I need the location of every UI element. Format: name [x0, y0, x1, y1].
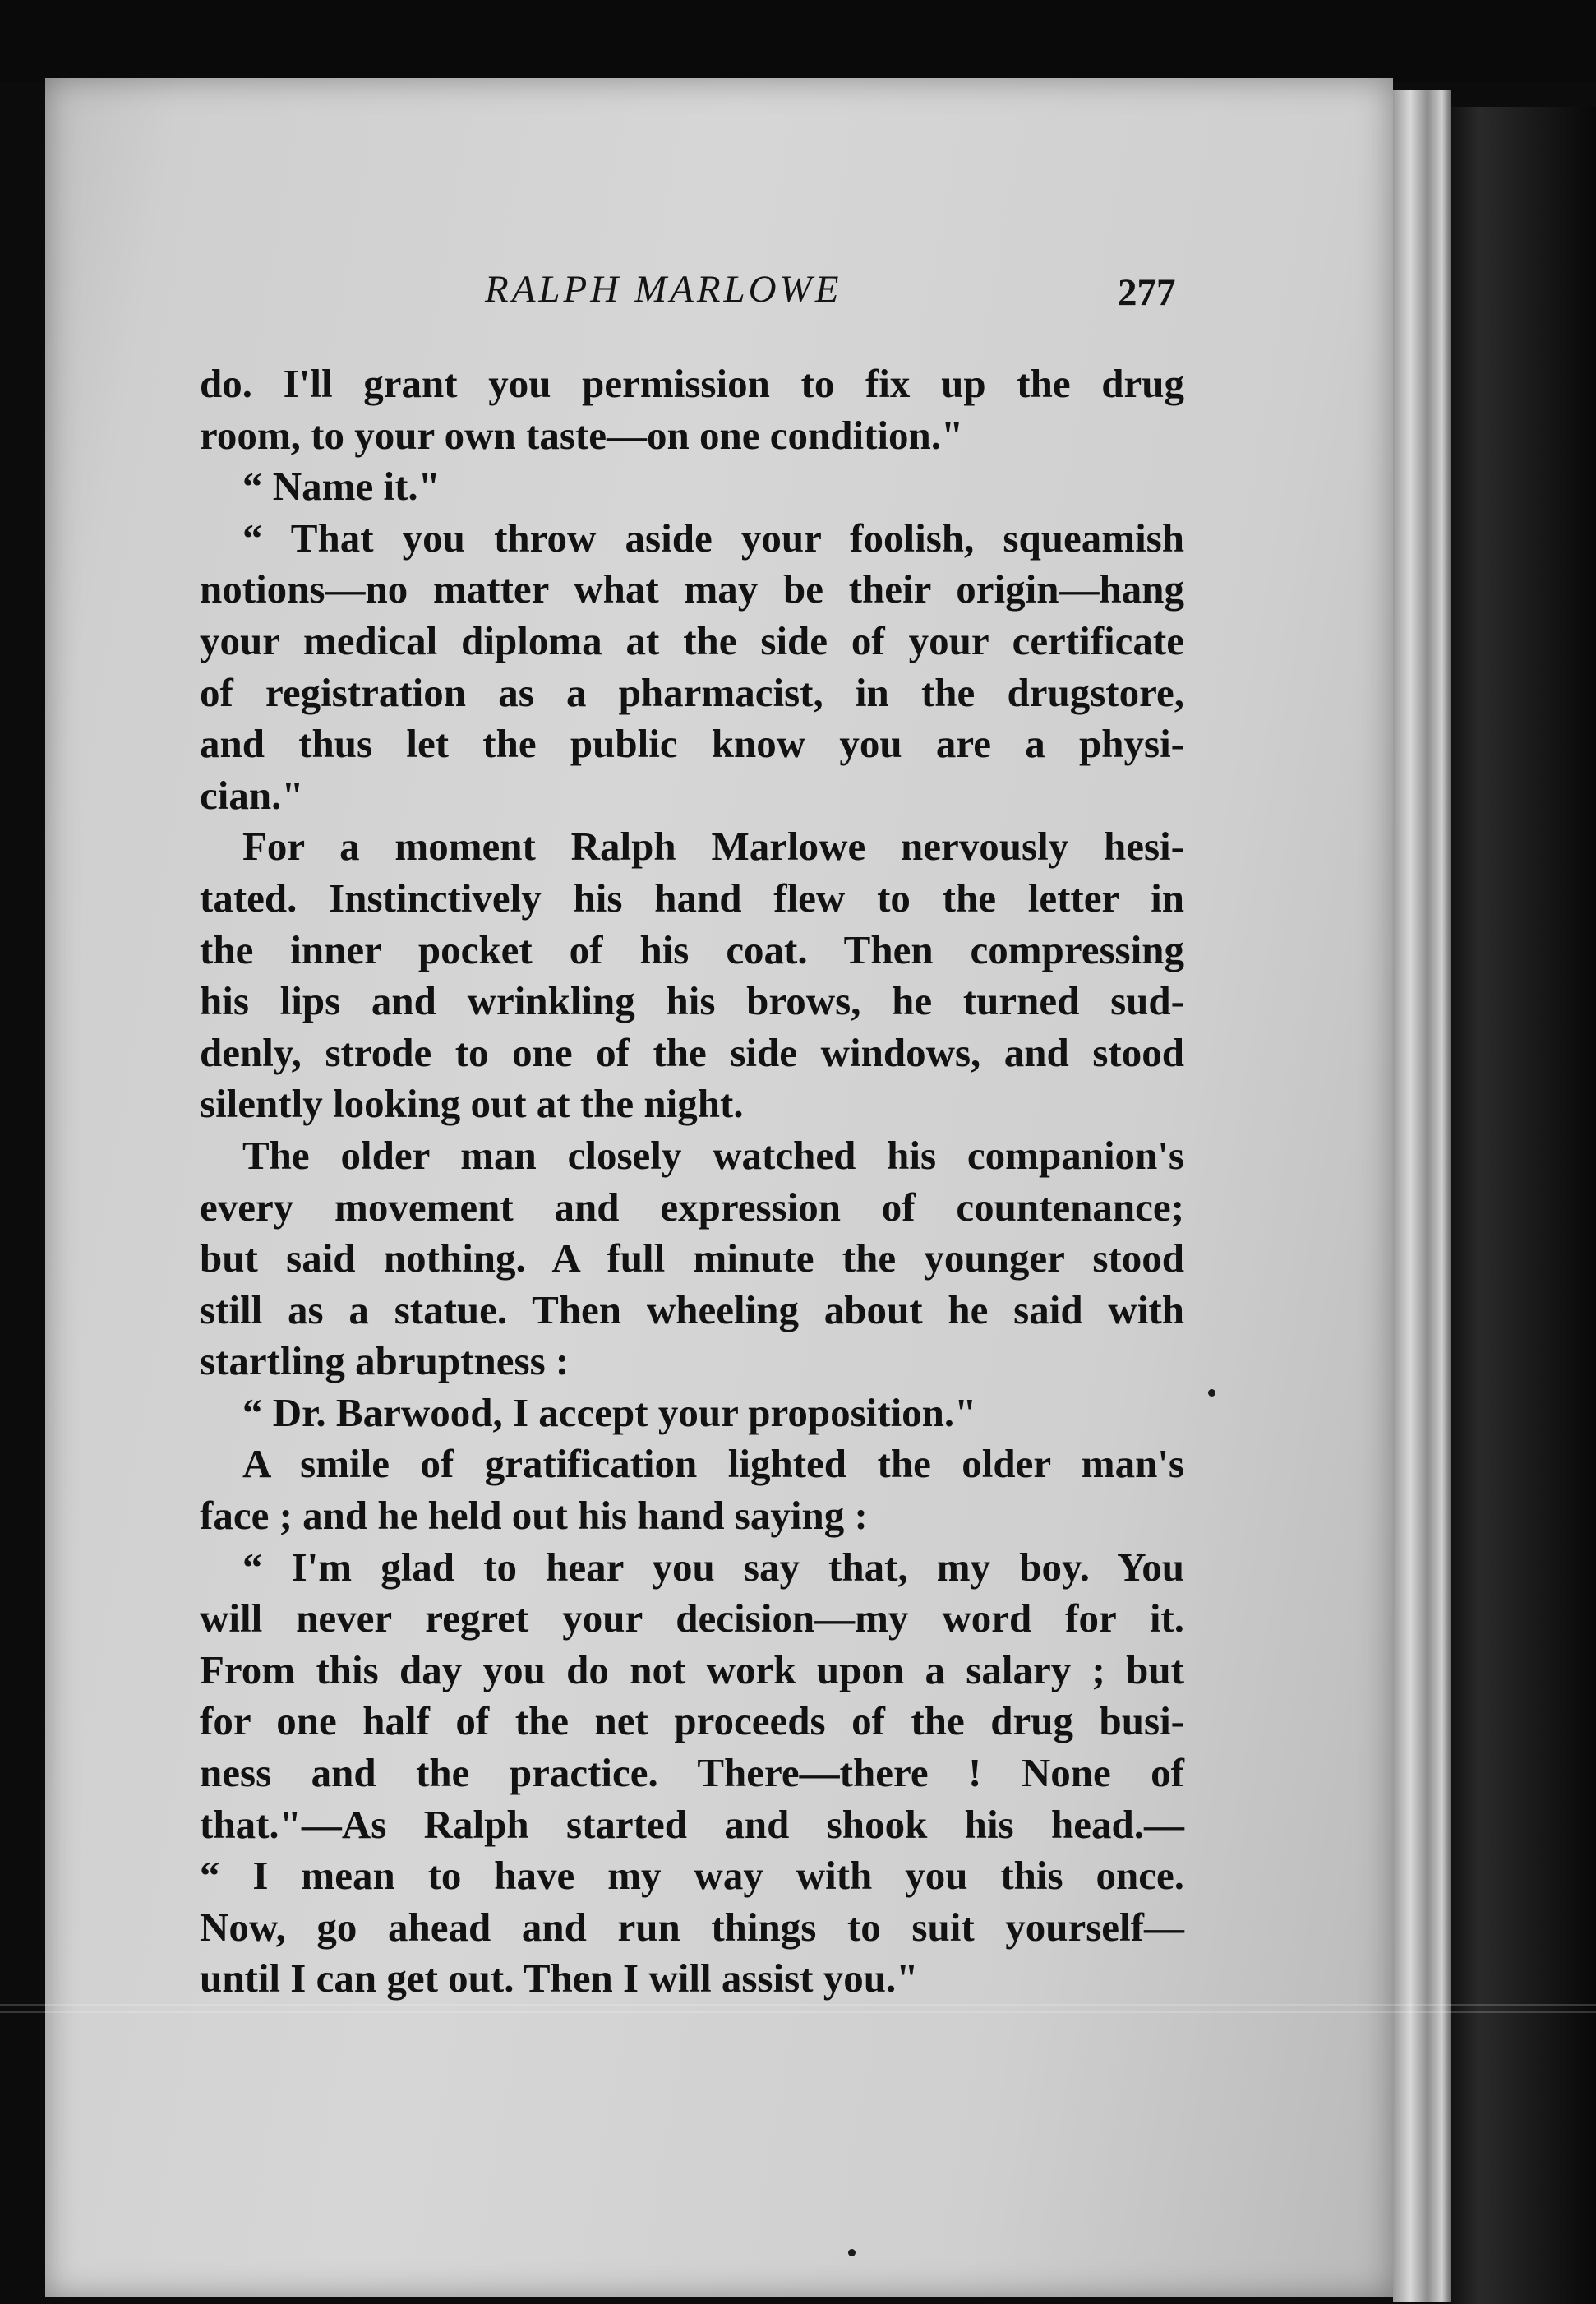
text-line: For a moment Ralph Marlowe nervously hesi- [242, 824, 1184, 870]
text-line: The older man closely watched his companion's [242, 1132, 1184, 1178]
text-line: until I can get out. Then I will assist you." [200, 1955, 919, 2002]
text-line: and thus let the public know you are a physi- [200, 721, 1184, 767]
scan-edge [1451, 107, 1596, 2304]
text-line: “ Dr. Barwood, I accept your proposition." [242, 1389, 977, 1435]
scan-artifact-line [0, 2011, 1596, 2013]
text-line: “ I'm glad to hear you say that, my boy. You [242, 1544, 1184, 1590]
text-line: room, to your own taste—on one condition." [200, 412, 964, 458]
text-line: “ That you throw aside your foolish, squeamish [242, 515, 1184, 561]
text-line: but said nothing. A full minute the younger stood [200, 1235, 1184, 1281]
ink-speck [848, 2249, 856, 2256]
text-line: will never regret your decision—my word for it. [200, 1595, 1184, 1641]
running-head-title: RALPH MARLOWE [485, 268, 842, 311]
text-line: his lips and wrinkling his brows, he turned sud- [200, 978, 1184, 1024]
text-line: A smile of gratification lighted the older man's [242, 1441, 1184, 1487]
text-line: your medical diploma at the side of your certificate [200, 617, 1184, 663]
text-line: denly, strode to one of the side windows, and stood [200, 1029, 1184, 1075]
text-line: From this day you do not work upon a salary ; but [200, 1646, 1184, 1692]
body-text [200, 358, 1184, 2005]
running-head [436, 267, 1175, 325]
text-line: face ; and he held out his hand saying : [200, 1493, 868, 1539]
ink-speck [1208, 1389, 1215, 1397]
text-line: of registration as a pharmacist, in the drugstore, [200, 669, 1184, 715]
text-line: the inner pocket of his coat. Then compressing [200, 926, 1184, 972]
text-line: do. I'll grant you permission to fix up the drug [200, 361, 1184, 406]
text-line: tated. Instinctively his hand flew to the letter in [200, 875, 1184, 921]
text-line: every movement and expression of countenance; [200, 1184, 1184, 1230]
page-number: 277 [1118, 271, 1176, 314]
text-line: silently looking out at the night. [200, 1081, 744, 1127]
text-line: Now, go ahead and run things to suit yourself— [200, 1904, 1184, 1950]
text-line: ness and the practice. There—there ! None of [200, 1750, 1184, 1796]
scan-top-shadow [0, 0, 1596, 82]
text-line: cian." [200, 772, 304, 818]
text-line: still as a statue. Then wheeling about he said with [200, 1286, 1184, 1332]
text-line: startling abruptness : [200, 1338, 570, 1384]
text-line: notions—no matter what may be their origin—hang [200, 566, 1184, 612]
text-line: “ Name it." [242, 464, 441, 510]
book-gutter [1393, 90, 1451, 2302]
text-line: for one half of the net proceeds of the drug busi- [200, 1698, 1184, 1744]
text-line: “ I mean to have my way with you this once. [200, 1853, 1184, 1899]
text-line: that."—As Ralph started and shook his head.— [200, 1801, 1184, 1847]
